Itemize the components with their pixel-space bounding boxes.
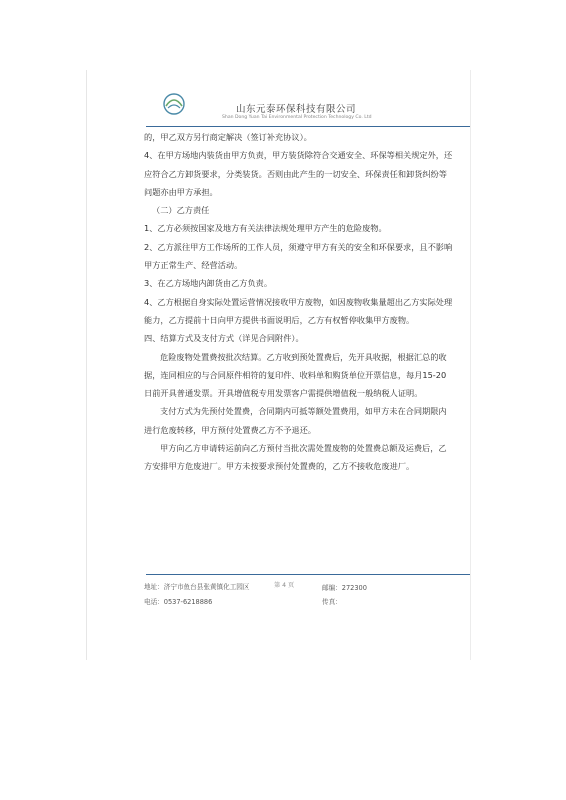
paragraph: 4、乙方根据自身实际处置运营情况接收甲方废物，如因废物收集量超出乙方实际处理能力，乙方提前十日向甲方提供书面说明后，乙方有权暂停收集甲方废物。 [144, 296, 453, 325]
letterhead [150, 92, 470, 126]
letterhead-footer [144, 579, 464, 613]
footer-divider [146, 574, 470, 575]
section-heading: （二）乙方责任 [152, 205, 210, 216]
paragraph: 的，甲乙双方另行商定解决（签订补充协议）。 [144, 132, 312, 142]
page-edge-right [470, 70, 471, 660]
header-divider [146, 126, 470, 127]
paragraph: 2、乙方派往甲方工作场所的工作人员，须遵守甲方有关的安全和环保要求，且不影响甲方正常生产、经营活动。 [144, 241, 453, 271]
company-name-chinese: 山东元泰环保科技有限公司 [236, 104, 357, 115]
footer-fax: 传真： [322, 598, 342, 606]
company-name-english: Shan Dong Yuan Tai Environmental Protection Technology Co. Ltd [222, 115, 372, 120]
contract-body [144, 128, 454, 476]
page-edge-left [86, 70, 87, 660]
paragraph: 甲方向乙方申请转运前向乙方预付当批次需处置废物的处置费总额及运费后，乙方安排甲方危废进厂。甲方未按要求预付处置费的，乙方不接收危废进厂。 [144, 443, 447, 472]
footer-postcode: 邮编：272300 [322, 584, 367, 592]
paragraph: 危险废物处置费按批次结算。乙方收到预处置费后，先开具收据，根据汇总的收据，连同相应的与合同原件相符的复印件、收料单和购货单位开票信息，每月15-20日前开具普通发票。开具增值税专用发票客户需提供增值税一般纳税人证明。 [144, 351, 447, 399]
paragraph: 4、在甲方场地内装货由甲方负责，甲方装货除符合交通安全、环保等相关规定外，还应符合乙方卸货要求，分类装货。否则由此产生的一切安全、环保责任和卸货纠纷等问题亦由甲方承担。 [144, 150, 453, 197]
paragraph: 1、乙方必须按国家及地方有关法律法规处理甲方产生的危险废物。 [144, 223, 387, 234]
section-heading: 四、结算方式及支付方式（详见合同附件）。 [144, 333, 304, 344]
page-number: 第 4 页 [274, 582, 295, 589]
footer-address: 地址：济宁市鱼台县张黄镇化工园区 [144, 583, 250, 591]
footer-phone: 电话：0537-6218886 [144, 598, 213, 606]
paragraph: 支付方式为先预付处置费，合同期内可抵等额处置费用，如甲方未在合同期限内进行危废转移，甲方预付处置费乙方不予退还。 [144, 406, 447, 435]
paragraph: 3、在乙方场地内卸货由乙方负责。 [144, 278, 273, 289]
company-logo-icon [154, 92, 194, 124]
